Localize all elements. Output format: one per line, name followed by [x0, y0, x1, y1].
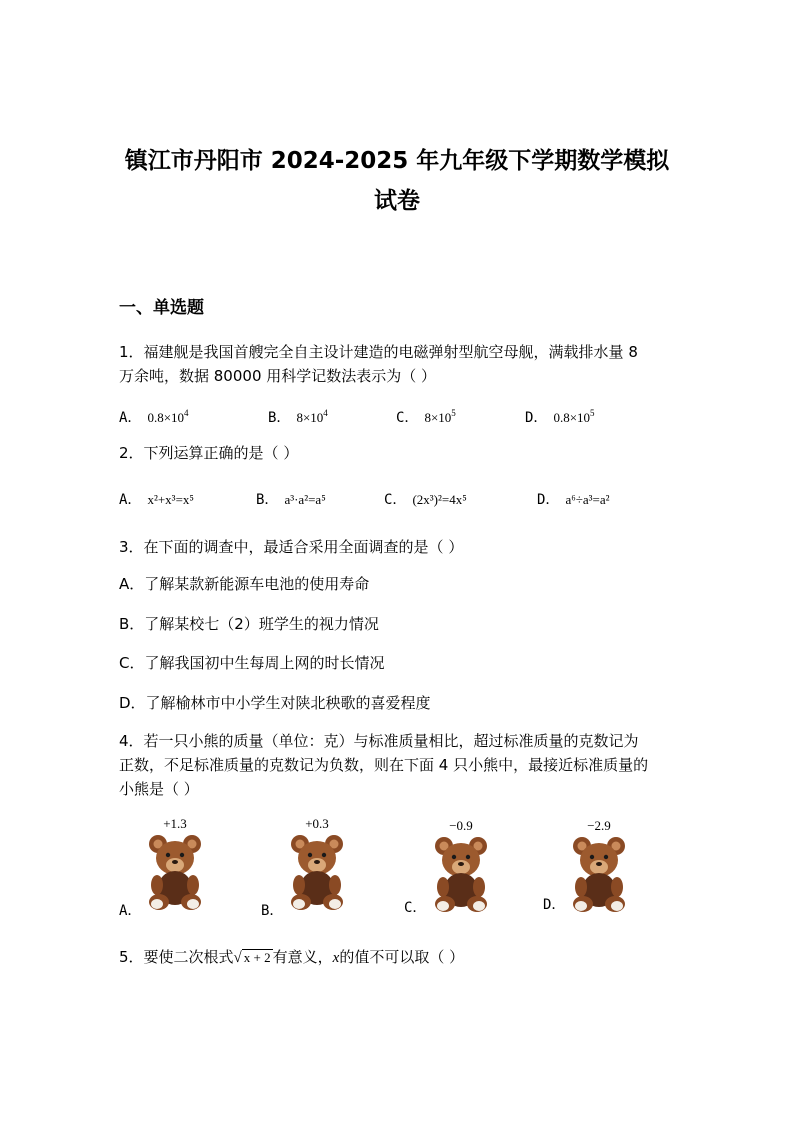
q4-option-b-letter: B．: [261, 903, 284, 919]
q2-option-a: [119, 490, 194, 509]
option-letter: D．: [537, 492, 560, 508]
q4-option-c-bear: [426, 818, 496, 918]
q3-text: 3．在下面的调查中，最适合采用全面调查的是（ ）: [119, 538, 464, 556]
q5-rest: 的值不可以取（ ）: [339, 948, 465, 966]
option-exponent: 4: [184, 408, 189, 418]
teddy-bear-icon: [426, 832, 496, 914]
option-base: 0.8×10: [553, 410, 591, 425]
teddy-bear-icon: [140, 830, 210, 912]
q4-option-a-bear: [140, 816, 210, 916]
bear-mass-label: −0.9: [449, 818, 473, 833]
q2-text: 2．下列运算正确的是（ ）: [119, 444, 299, 462]
q1-option-b: [268, 404, 328, 427]
q1-text-line1: 1．福建舰是我国首艘完全自主设计建造的电磁弹射型航空母舰，满载排水量 8: [119, 343, 638, 361]
document-title-line1: 镇江市丹阳市 2024-2025 年九年级下学期数学模拟: [124, 148, 670, 174]
q3-option-b: B．了解某校七（2）班学生的视力情况: [119, 615, 379, 633]
option-letter: B．: [256, 492, 279, 508]
q3-option-c: C．了解我国初中生每周上网的时长情况: [119, 654, 385, 672]
q4-option-d-bear: [564, 818, 634, 918]
option-letter: A．: [119, 492, 142, 508]
document-title-line2: 试卷: [374, 188, 420, 214]
option-expression: x²+x³=x⁵: [147, 492, 194, 507]
bear-mass-label: +0.3: [305, 816, 329, 831]
q4-option-b-bear: [282, 816, 352, 916]
q1-option-c: [396, 404, 456, 427]
option-expression: (2x³)²=4x⁵: [412, 492, 467, 507]
option-exponent: 5: [451, 408, 456, 418]
q5-suffix: 有意义，: [272, 948, 333, 966]
q4-text-line1: 4．若一只小熊的质量（单位：克）与标准质量相比，超过标准质量的克数记为: [119, 732, 639, 750]
teddy-bear-icon: [564, 832, 634, 914]
q2-option-c: [384, 490, 467, 509]
q3-option-d: D．了解榆林市中小学生对陕北秧歌的喜爱程度: [119, 694, 431, 712]
q4-text-line3: 小熊是（ ）: [119, 780, 199, 798]
square-root-icon: √ x + 2: [233, 950, 271, 966]
q5-prefix: 5．要使二次根式: [119, 948, 234, 966]
section-heading: 一、单选题: [119, 298, 204, 318]
q3-option-a: A．了解某款新能源车电池的使用寿命: [119, 575, 370, 593]
q4-text-line2: 正数，不足标准质量的克数记为负数，则在下面 4 只小熊中，最接近标准质量的: [119, 756, 649, 774]
option-base: 8×10: [424, 410, 452, 425]
bear-mass-label: +1.3: [163, 816, 187, 831]
option-exponent: 4: [323, 408, 328, 418]
q1-text-line2: 万余吨，数据 80000 用科学记数法表示为（ ）: [119, 367, 437, 385]
option-letter: C．: [396, 410, 419, 426]
option-letter: C．: [384, 492, 407, 508]
q4-option-d-letter: D．: [543, 897, 566, 913]
option-letter: B．: [268, 410, 291, 426]
q2-option-d: [537, 490, 610, 509]
q5-radicand: x + 2: [243, 950, 271, 965]
option-base: 0.8×10: [147, 410, 185, 425]
q4-option-a-letter: A．: [119, 903, 142, 919]
q1-option-d: [525, 404, 595, 427]
option-base: 8×10: [296, 410, 324, 425]
teddy-bear-icon: [282, 830, 352, 912]
option-letter: A．: [119, 410, 142, 426]
option-exponent: 5: [590, 408, 595, 418]
q1-option-a: [119, 404, 189, 427]
q5-variable: x: [332, 950, 340, 966]
option-expression: a³·a²=a⁵: [284, 492, 326, 507]
q5-text: [119, 948, 464, 967]
bear-mass-label: −2.9: [587, 818, 611, 833]
option-expression: a⁶÷a³=a²: [565, 492, 610, 507]
q4-option-c-letter: C．: [404, 900, 427, 916]
option-letter: D．: [525, 410, 548, 426]
q2-option-b: [256, 490, 326, 509]
